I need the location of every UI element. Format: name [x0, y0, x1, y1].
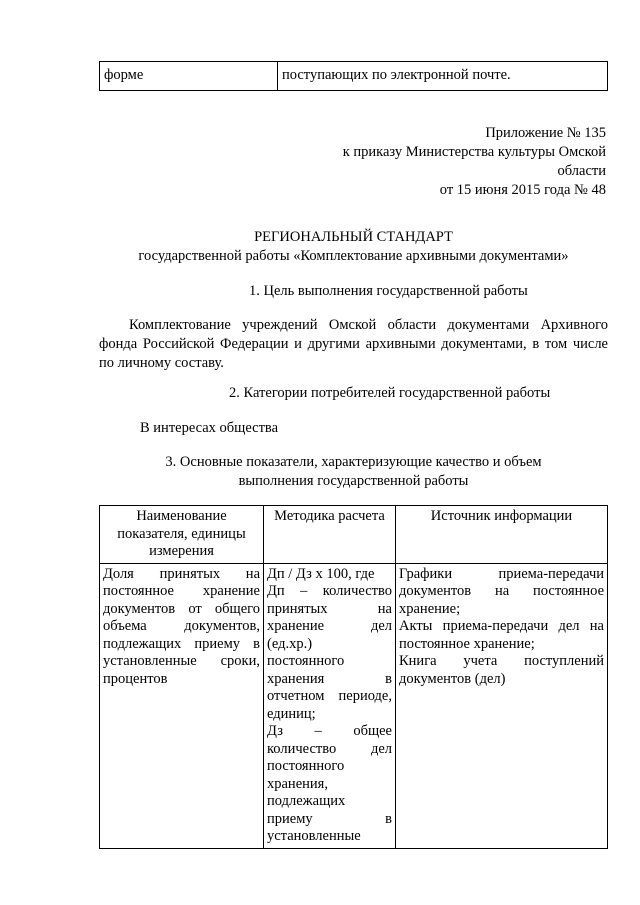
source-item: Графики приема-передачи документов на постоянное хранение;	[399, 565, 604, 617]
indicators-table	[99, 505, 608, 849]
document-title: РЕГИОНАЛЬНЫЙ СТАНДАРТ	[254, 229, 453, 245]
section-3-heading-line-1: 3. Основные показатели, характеризующие качество и объем	[165, 454, 542, 470]
appendix-date: от 15 июня 2015 года № 48	[439, 182, 606, 198]
header-indicator-name: Наименование показателя, единицы измерения	[100, 506, 264, 564]
document-subtitle: государственной работы «Комплектование архивными документами»	[138, 248, 569, 264]
appendix-order: к приказу Министерства культуры Омской области	[342, 144, 606, 179]
section-3-heading-line-2: выполнения государственной работы	[238, 473, 469, 489]
section-1-heading: 1. Цель выполнения государственной работы	[249, 283, 528, 299]
header-information-source: Источник информации	[396, 506, 608, 564]
section-2-heading: 2. Категории потребителей государственной работы	[229, 385, 551, 401]
information-source-cell	[396, 563, 608, 848]
table-header-row	[100, 506, 608, 564]
table-row	[100, 62, 608, 91]
appendix-block	[300, 124, 606, 200]
section-2-paragraph: В интересах общества	[140, 420, 279, 436]
previous-table-fragment	[99, 61, 608, 91]
source-item: Книга учета поступлений документов (дел)	[399, 653, 604, 687]
table-cell: поступающих по электронной почте.	[278, 62, 608, 91]
calculation-method-cell	[264, 563, 396, 848]
table-cell: форме	[100, 62, 278, 91]
section-3-heading	[99, 453, 608, 491]
method-formula: Дп / Дз х 100, где	[267, 565, 375, 582]
method-dp-definition: Дп – количество принятых на хранение дел (ед.хр.) постоянного хранения в отчетном периоде, единиц;	[267, 583, 392, 722]
section-1-paragraph: Комплектование учреждений Омской области документами Архивного фонда Российской Федерации и другими архивными документами, в том числе по личному составу.	[99, 317, 608, 371]
header-calculation-method: Методика расчета	[264, 506, 396, 564]
appendix-number: Приложение № 135	[485, 125, 606, 141]
table-row	[100, 563, 608, 848]
source-item: Акты приема-передачи дел на постоянное хранение;	[399, 618, 604, 652]
indicator-name-cell: Доля принятых на постоянное хранение документов от общего объема документов, подлежащих приему в установленные сроки, процентов	[100, 563, 264, 848]
method-dz-definition: Дз – общее количество дел постоянного хранения, подлежащих приему в установленные	[267, 723, 392, 844]
